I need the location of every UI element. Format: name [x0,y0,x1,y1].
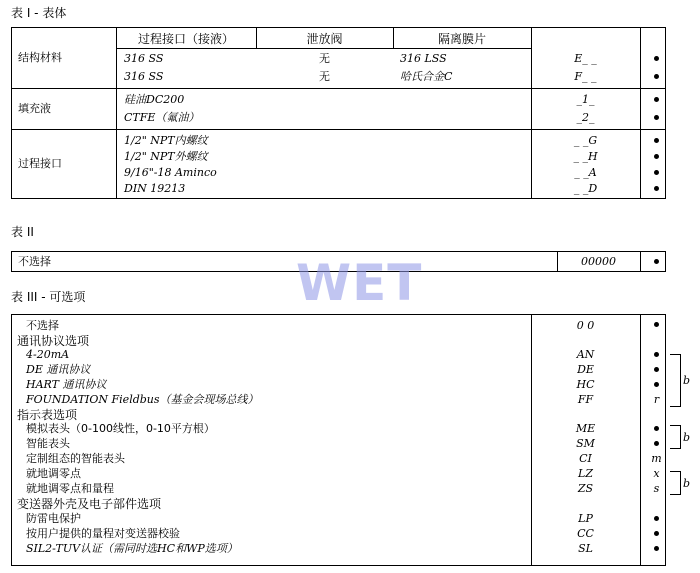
material-code: F_ _ [574,70,597,83]
availability-dot [654,154,659,159]
table2-col-line [640,251,641,272]
row-label-process: 过程接口 [18,157,62,170]
bracket-line [670,425,680,426]
availability-dot [654,516,659,521]
material-a: 316 SS [124,52,164,65]
header-drain: 泄放阀 [306,32,343,46]
availability-dot [654,441,659,446]
availability-dot [654,352,659,357]
table2-code: 00000 [581,255,616,268]
table3-border-left [11,314,12,566]
table2-border-right [665,251,666,272]
availability-dot [654,531,659,536]
fill-code: _1_ [576,93,595,106]
fill-code: _2_ [576,111,595,124]
table1-row-line [116,48,532,49]
row-label-material: 结构材料 [18,51,62,64]
table2-label: 不选择 [18,255,51,268]
bracket-line [670,354,680,355]
option-code: LP [578,512,593,525]
table1-border-left [11,27,12,199]
option-label: 4-20mA [26,348,70,361]
process-code: _ _G [573,134,598,147]
table3-col-line [640,314,641,566]
process-item: 9/16"-18 Aminco [124,166,217,179]
row-label-fill: 填充液 [18,102,51,115]
availability-dot [654,322,659,327]
fill-item: 硅油DC200 [124,93,185,106]
table2-border-top [11,251,666,252]
availability-dot [654,186,659,191]
option-code: CI [579,452,592,465]
table3-border-bottom [11,565,666,566]
availability-dot [654,259,659,264]
bracket-line [670,494,680,495]
bracket-line [670,406,680,407]
option-code: SL [578,542,593,555]
option-mark: m [651,452,662,465]
process-item: DIN 19213 [124,182,186,195]
availability-dot [654,426,659,431]
table1-border-bottom [11,198,666,199]
availability-dot [654,382,659,387]
bracket-label: b [683,477,691,490]
availability-dot [654,97,659,102]
option-label: 防雷电保护 [26,512,81,525]
bracket-line [670,471,680,472]
section-heading-meter: 指示表选项 [17,408,78,422]
bracket-label: b [683,431,691,444]
table2-border-left [11,251,12,272]
process-code: _ _A [574,166,597,179]
material-diaphragm: 316 LSS [400,52,447,65]
table2-title: 表 II [11,225,34,239]
material-drain: 无 [319,52,330,65]
section-heading-housing: 变送器外壳及电子部件选项 [17,497,162,511]
bracket-line [680,425,681,449]
option-mark: s [653,482,660,495]
option-mark: r [653,393,660,406]
option-label: 就地调零点和量程 [26,482,114,495]
availability-dot [654,115,659,120]
bracket-label: b [683,374,691,387]
option-code: CC [577,527,594,540]
option-label: HART 通讯协议 [26,378,107,391]
process-code: _ _D [573,182,598,195]
option-label: 模拟表头（0-100线性，0-10平方根） [26,422,215,435]
table1-row-line [11,129,666,130]
table1-border-top [11,27,666,28]
option-label: SIL2-TUV认证（需同时选HC和WP选项） [26,542,238,555]
process-code: _ _H [573,150,598,163]
availability-dot [654,170,659,175]
availability-dot [654,74,659,79]
table1-col-line [116,27,117,199]
table3-border-top [11,314,666,315]
material-drain: 无 [319,70,330,83]
option-mark: x [653,467,660,480]
option-code: HC [576,378,595,391]
option-label: DE 通讯协议 [26,363,91,376]
section-heading-comm: 通讯协议选项 [17,334,90,348]
process-item: 1/2" NPT外螺纹 [124,150,208,163]
bracket-line [680,471,681,495]
availability-dot [654,56,659,61]
table1-row-line [11,88,666,89]
availability-dot [654,138,659,143]
bracket-line [670,448,680,449]
process-item: 1/2" NPT内螺纹 [124,134,208,147]
option-code: AN [576,348,595,361]
availability-dot [654,546,659,551]
option-code: ZS [577,482,594,495]
option-label: FOUNDATION Fieldbus（基金会现场总线） [26,393,259,406]
option-code: SM [576,437,595,450]
option-label: 定制组态的智能表头 [26,452,125,465]
option-code: 0 0 [576,319,595,332]
header-process: 过程接口（接液） [137,32,234,46]
header-diaphragm: 隔离膜片 [437,32,486,46]
option-code: DE [577,363,594,376]
option-label: 就地调零点 [26,467,81,480]
table3-border-right [665,314,666,566]
bracket-line [680,354,681,407]
material-diaphragm: 哈氏合金C [400,70,453,83]
material-code: E_ _ [574,52,597,65]
option-code: ME [575,422,596,435]
availability-dot [654,367,659,372]
option-code: FF [577,393,594,406]
material-a: 316 SS [124,70,164,83]
table1-border-right [665,27,666,199]
table3-title: 表 III - 可选项 [11,290,86,304]
fill-item: CTFE（氟油） [124,111,200,124]
option-label: 不选择 [26,319,59,332]
option-label: 智能表头 [26,437,70,450]
option-code: LZ [578,467,593,480]
watermark-logo: WET [296,254,423,312]
option-label: 按用户提供的量程对变送器校验 [26,527,180,540]
table1-col-line [640,27,641,199]
table1-title: 表 I - 表体 [11,6,67,20]
